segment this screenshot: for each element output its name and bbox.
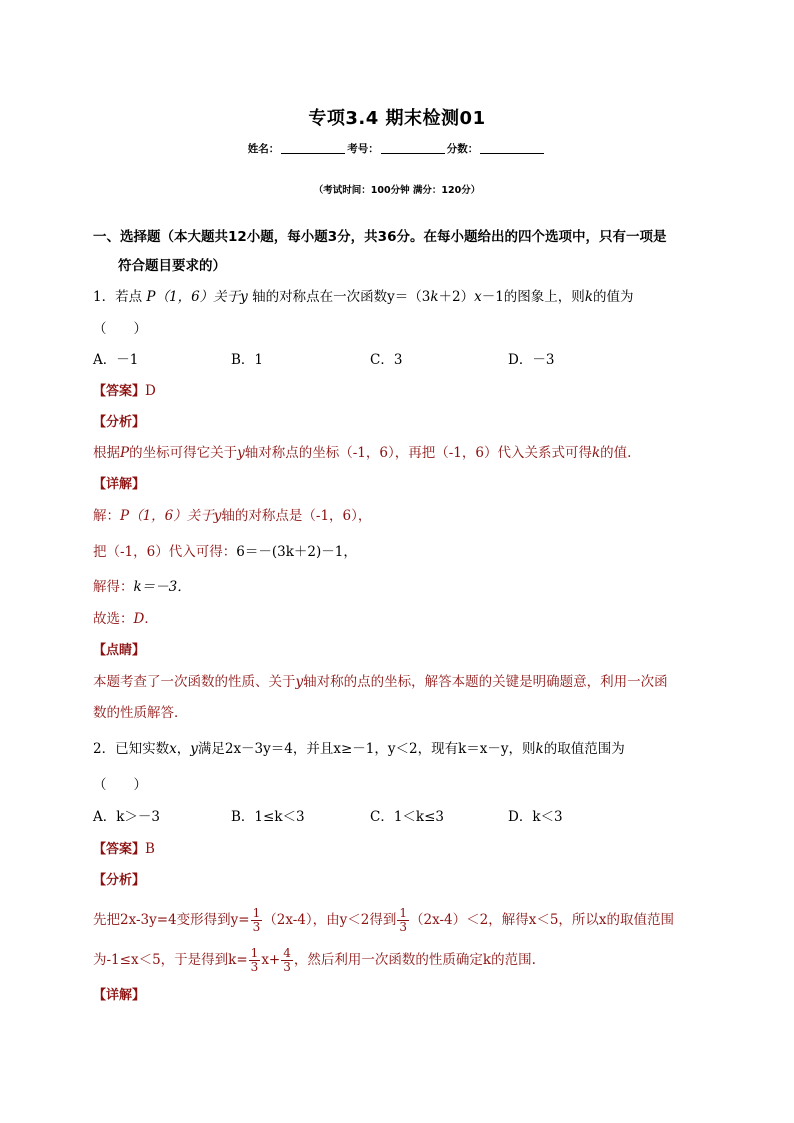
q1-review-line1: 本题考查了一次函数的性质、关于y轴对称的点的坐标，解答本题的关键是明确题意，利用一次函 [93, 674, 668, 690]
q2-option-d: D．k＜3 [508, 809, 563, 825]
score-label: 分数： [446, 143, 479, 155]
fraction-one-third: $\frac{1}{3}$ [252, 906, 261, 934]
q1-analysis-text: 根据P的坐标可得它关于y轴对称点的坐标（-1，6），再把（-1，6）代入关系式可得k的值. [93, 445, 632, 461]
q2-analysis-tag: 【分析】 [93, 873, 146, 888]
answer-tag: 【答案】 [93, 384, 146, 399]
q1-detail-line3: 解得：k＝－3． [93, 579, 191, 595]
q1-detail-tag: 【详解】 [93, 477, 146, 492]
q2-option-b: B．1≤k＜3 [231, 809, 305, 825]
score-blank [480, 143, 544, 154]
q2-analysis-line2: 为-1≤x＜5，于是得到k= $\frac{1}{3}$ x+ $\frac{4}{3}$ ，然后利用一次函数的性质确定k的范围. [93, 946, 536, 974]
fraction-one-third-3: $\frac{1}{3}$ [250, 946, 259, 974]
name-label: 姓名： [247, 143, 280, 155]
page-title: 专项3.4 期末检测01 [308, 108, 486, 129]
exam-no-label: 考号： [347, 143, 379, 155]
student-info-row [0, 141, 794, 156]
q2-stem: 2．已知实数x，y满足2x－3y＝4，并且x≥－1，y＜2，现有k＝x－y，则k的取值范围为 [93, 741, 625, 757]
q1-analysis-tag: 【分析】 [93, 415, 146, 430]
q1-answer-row [93, 382, 156, 401]
q1-review-line2: 数的性质解答． [93, 705, 188, 721]
q2-analysis-line1: 先把2x-3y=4变形得到y= $\frac{1}{3}$ （2x-4），由y＜2得到 $\frac{1}{3}$ （2x-4）＜2，解得x＜5，所以x的取值范围 [93, 906, 675, 934]
exam-time-note: （考试时间：100分钟 满分：120分） [313, 185, 481, 196]
fraction-one-third-2: $\frac{1}{3}$ [399, 906, 407, 934]
q2-answer-row: 【答案】B [93, 841, 155, 857]
q2-option-a: A．k＞－3 [93, 809, 161, 825]
q1-option-a: A．－1 [93, 352, 139, 368]
section-heading-line2: 符合题目要求的） [118, 258, 226, 274]
q1-detail-line4: 故选：D． [93, 611, 158, 627]
q1-option-b: B．1 [231, 352, 264, 368]
q2-answer: B [145, 841, 155, 857]
q2-detail-tag: 【详解】 [93, 988, 146, 1003]
q2-option-c: C．1＜k≤3 [370, 809, 444, 825]
q2-answer-paren: （ ） [93, 777, 147, 793]
q1-stem: 1．若点 P（1，6）关于y 轴的对称点在一次函数y＝（3k＋2）x－1的图象上，则k的值为 [93, 289, 634, 305]
name-blank [281, 143, 345, 154]
q1-review-tag: 【点睛】 [93, 643, 146, 658]
q1-answer: D [145, 383, 156, 399]
fraction-four-thirds: $\frac{4}{3}$ [283, 946, 291, 974]
q1-detail-line1: 解：P（1，6）关于y轴的对称点是（-1，6）， [93, 508, 372, 524]
exam-no-blank [381, 143, 445, 154]
q1-answer-paren: （ ） [93, 321, 147, 337]
q1-option-c: C．3 [370, 352, 403, 368]
q2-options [93, 808, 713, 826]
q1-options [93, 351, 713, 369]
section-heading-line1: 一、选择题（本大题共12小题，每小题3分，共36分。在每小题给出的四个选项中，只有一项是 [93, 229, 667, 245]
q1-detail-line2: 把（-1，6）代入可得：6＝－(3k＋2)－1， [93, 544, 357, 560]
q1-option-d: D．－3 [508, 352, 555, 368]
